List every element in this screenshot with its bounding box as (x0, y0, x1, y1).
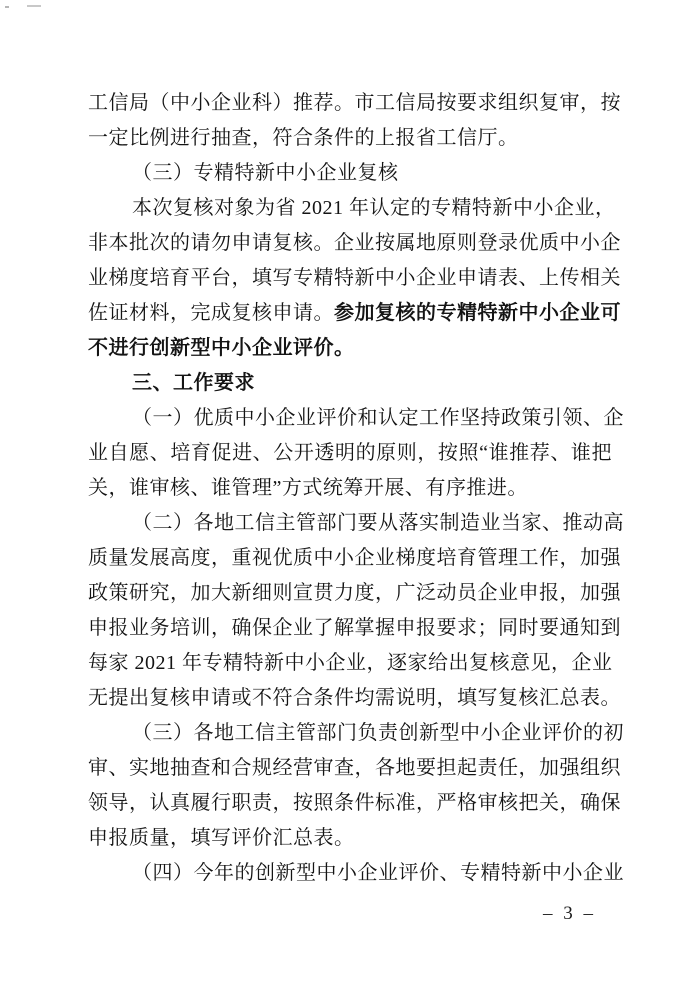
scan-artifact (5, 6, 9, 8)
text-line (88, 786, 621, 821)
text-line (88, 541, 621, 576)
text-run: （四）今年的创新型中小企业评价、专精特新中小企业 (132, 862, 624, 884)
text-run: （三）各地工信主管部门负责创新型中小企业评价的初 (132, 722, 624, 744)
text-run: 一定比例进行抽查，符合条件的上报省工信厅。 (88, 127, 519, 149)
text-run: （三）专精特新中小企业复核 (132, 162, 399, 184)
text-line (88, 646, 612, 681)
text-run: 每家 2021 年专精特新中小企业，逐家给出复核意见，企业 (88, 652, 613, 674)
text-line (88, 471, 612, 506)
text-run: 申报业务培训，确保企业了解掌握申报要求；同时要通知到 (88, 617, 621, 639)
scan-artifact (27, 5, 41, 7)
text-run: 业自愿、培育促进、公开透明的原则，按照“谁推荐、谁把 (88, 442, 612, 464)
text-run: 本次复核对象为省 2021 年认定的专精特新中小企业， (132, 197, 616, 219)
text-line (88, 121, 612, 156)
text-line (88, 191, 616, 226)
text-line (88, 751, 621, 786)
text-run: 佐证材料，完成复核申请。 (88, 302, 334, 324)
text-line (88, 856, 624, 891)
text-line (88, 506, 624, 541)
text-line (88, 261, 621, 296)
text-run: 非本批次的请勿申请复核。企业按属地原则登录优质中小企 (88, 232, 621, 254)
text-run: 申报质量，填写评价汇总表。 (88, 827, 355, 849)
text-line (88, 716, 624, 751)
text-line (88, 436, 612, 471)
text-run: 业梯度培育平台，填写专精特新中小企业申请表、上传相关 (88, 267, 621, 289)
document-body (88, 86, 624, 891)
text-run: 审、实地抽查和合规经营审查，各地要担起责任，加强组织 (88, 757, 621, 779)
text-run: 质量发展高度，重视优质中小企业梯度培育管理工作，加强 (88, 547, 621, 569)
text-run: （二）各地工信主管部门要从落实制造业当家、推动高 (132, 512, 624, 534)
text-line (88, 366, 612, 401)
text-run-bold: 参加复核的专精特新中小企业可 (334, 302, 621, 324)
text-run: 关，谁审核、谁管理”方式统筹开展、有序推进。 (88, 477, 528, 499)
text-run-bold: 不进行创新型中小企业评价。 (88, 337, 355, 359)
text-line (88, 226, 621, 261)
text-line (88, 821, 612, 856)
text-line (88, 401, 624, 436)
text-line (88, 331, 612, 366)
text-line (88, 296, 621, 331)
text-run: 领导，认真履行职责，按照条件标准，严格审核把关，确保 (88, 792, 621, 814)
text-run: 无提出复核申请或不符合条件均需说明，填写复核汇总表。 (88, 687, 621, 709)
text-line (88, 156, 612, 191)
text-line (88, 681, 621, 716)
text-line (88, 86, 621, 121)
text-line (88, 576, 621, 611)
text-line (88, 611, 621, 646)
text-run: （一）优质中小企业评价和认定工作坚持政策引领、企 (132, 407, 624, 429)
text-run-bold: 三、工作要求 (132, 372, 255, 394)
text-run: 工信局（中小企业科）推荐。市工信局按要求组织复审，按 (88, 92, 621, 114)
page-number: – 3 – (543, 903, 596, 924)
text-run: 政策研究，加大新细则宣贯力度，广泛动员企业申报，加强 (88, 582, 621, 604)
